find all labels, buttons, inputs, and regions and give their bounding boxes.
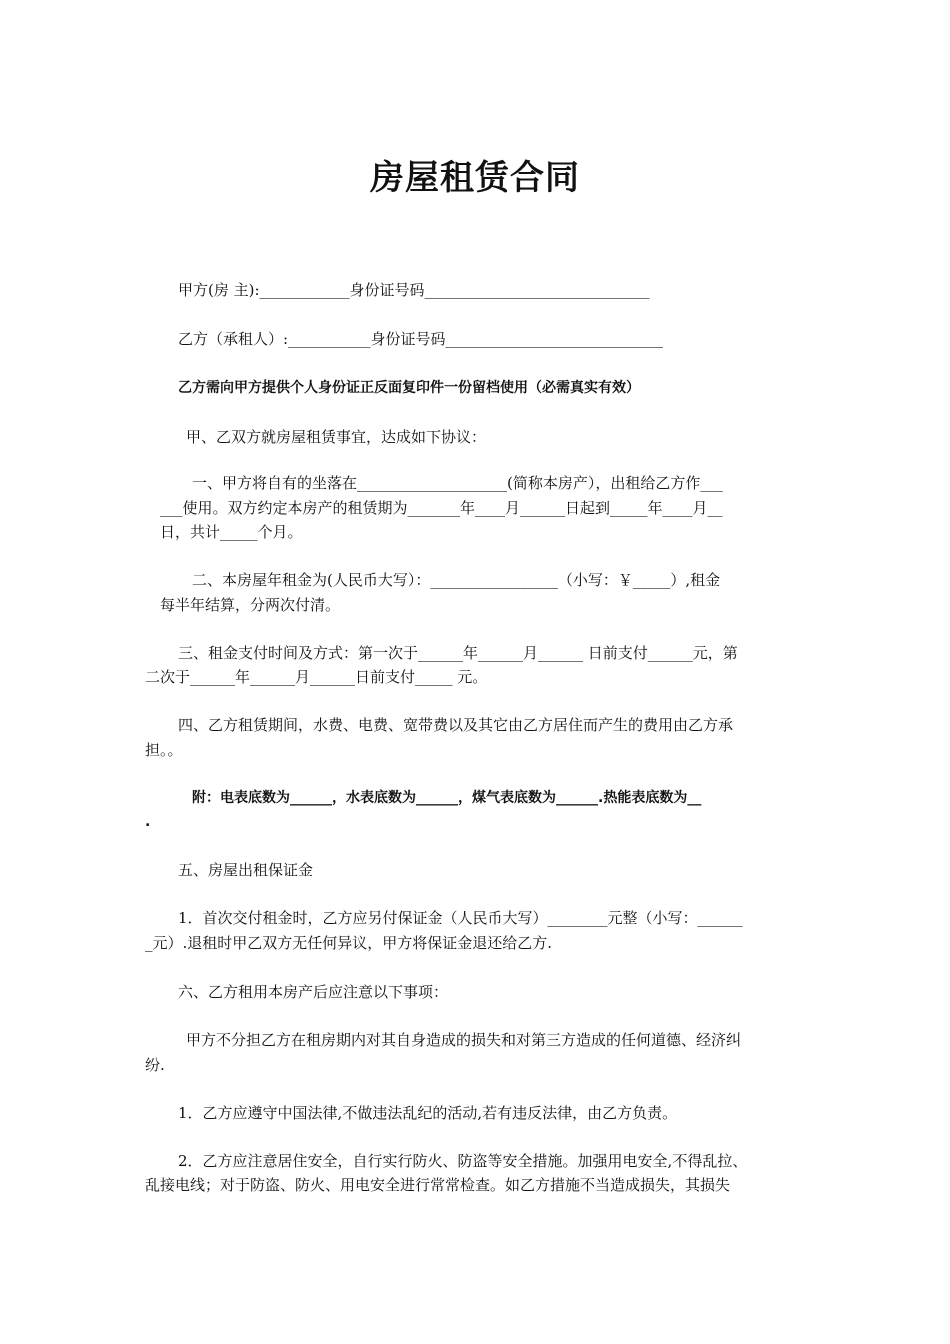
agreement-intro: 甲、乙双方就房屋租赁事宜，达成如下协议：: [186, 428, 487, 446]
party-a-line: 甲方(房 主):____________身份证号码______________________________: [178, 281, 650, 299]
clause-6-heading: 六、乙方租用本房产后应注意以下事项：: [178, 983, 449, 1001]
clause-1-line-2: ___使用。双方约定本房产的租赁期为_______年____月______日起到_____年____月__: [160, 499, 723, 517]
meter-readings-line-2: .: [145, 814, 151, 830]
clause-6-disclaimer-line-1: 甲方不分担乙方在租房期内对其自身造成的损失和对第三方造成的任何道德、经济纠: [186, 1031, 742, 1049]
clause-6-item-1: 1．乙方应遵守中国法律,不做违法乱纪的活动,若有违反法律，由乙方负责。: [178, 1104, 678, 1122]
clause-2-line-2: 每半年结算，分两次付清。: [160, 596, 341, 614]
clause-5-heading: 五、房屋出租保证金: [178, 861, 314, 879]
clause-5-item-1-line-1: 1．首次交付租金时，乙方应另付保证金（人民币大写）________元整（小写：______: [178, 909, 743, 927]
clause-4-line-2: 担。。: [145, 741, 183, 759]
clause-5-item-1-line-2: _元）.退租时甲乙双方无任何异议，甲方将保证金退还给乙方.: [145, 934, 553, 952]
clause-1-line-1: 一、甲方将自有的坐落在____________________(简称本房产），出租给乙方作___: [192, 474, 723, 492]
clause-3-line-2: 二次于______年______月______日前支付_____ 元。: [145, 668, 488, 686]
clause-6-item-2-line-1: 2．乙方应注意居住安全，自行实行防火、防盗等安全措施。加强用电安全,不得乱拉、: [178, 1152, 748, 1170]
clause-3-line-1: 三、租金支付时间及方式：第一次于______年______月______ 日前支付______元，第: [178, 644, 738, 662]
id-requirement-note: 乙方需向甲方提供个人身份证正反面复印件一份留档使用（必需真实有效）: [178, 380, 640, 396]
party-b-line: 乙方（承租人）:___________身份证号码_____________________________: [178, 330, 664, 348]
clause-1-line-3: 日，共计_____个月。: [160, 523, 303, 541]
clause-2-line-1: 二、本房屋年租金为(人民币大写）：_________________（小写：￥_____）,租金: [192, 571, 721, 589]
clause-6-item-2-line-2: 乱接电线；对于防盗、防火、用电安全进行常常检查。如乙方措施不当造成损失，其损失: [145, 1176, 731, 1194]
meter-readings-line-1: 附：电表底数为______，水表底数为______，煤气表底数为______.热能表底数为__: [192, 790, 702, 806]
clause-4-line-1: 四、乙方租赁期间，水费、电费、宽带费以及其它由乙方居住而产生的费用由乙方承: [178, 716, 734, 734]
clause-6-disclaimer-line-2: 纷.: [145, 1056, 165, 1074]
contract-title: 房屋租赁合同: [370, 158, 580, 198]
